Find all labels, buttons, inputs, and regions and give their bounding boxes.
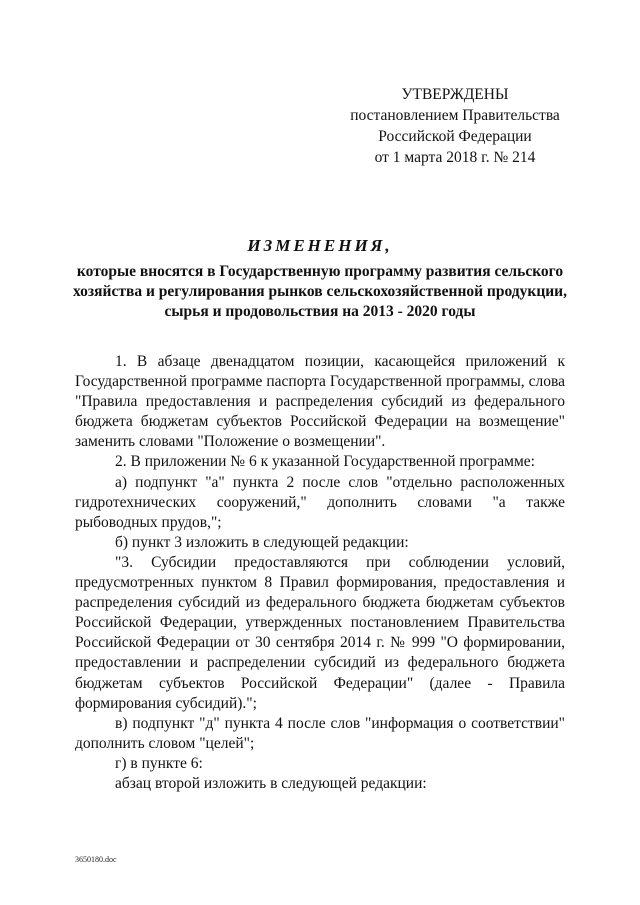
approval-line-1: постановлением Правительства [350,107,560,124]
paragraph-4: б) пункт 3 изложить в следующей редакции: [115,533,409,551]
subtitle-line-3: сырья и продовольствия на 2013 - 2020 годы [164,303,476,320]
approval-line-3: от 1 марта 2018 г. № 214 [374,149,536,166]
paragraph-6: в) подпункт "д" пункта 4 после слов "информация о соответствии" дополнить словом "целей"; [75,714,565,752]
subtitle-line-2: хозяйства и регулирования рынков сельскохозяйственной продукции, [73,283,567,300]
paragraph-3: а) подпункт "а" пункта 2 после слов "отдельно расположенных гидротехнических сооружений," дополнить словами "а также рыбоводных прудов,"; [75,473,565,531]
document-subtitle [70,262,570,322]
file-id: 3650180.doc [75,855,117,864]
paragraph-7: г) в пункте 6: [115,754,203,772]
approval-heading: УТВЕРЖДЕНЫ [401,86,509,103]
subtitle-line-1: которые вносятся в Государственную программу развития сельского [76,263,564,280]
paragraph-5: "3. Субсидии предоставляются при соблюдении условий, предусмотренных пунктом 8 Правил формирования, предоставления и распределения субсидий из федерального бюджета бюджетам субъектов Российской Федерации, утвержденных постановлением Правительства Российской Федерации от 30 сентября 2014 г. № 999 "О формировании, предоставлении и распределении субсидий из федерального бюджета бюджетам субъектов Российской Федерации" (далее - Правила формирования субсидий)."; [75,553,565,712]
paragraph-2: 2. В приложении № 6 к указанной Государственной программе: [115,453,535,471]
document-body [75,352,565,794]
paragraph-8: абзац второй изложить в следующей редакции: [115,774,427,792]
paragraph-1: 1. В абзаце двенадцатом позиции, касающейся приложений к Государственной программе паспорта Государственной программы, слова "Правила предоставления и распределения субсидий из федерального бюджета бюджетам субъектов Российской Федерации на возмещение" заменить словами "Положение о возмещении". [75,353,565,451]
approval-line-2: Российской Федерации [378,128,532,145]
document-title: ИЗМЕНЕНИЯ, [247,236,393,255]
approval-stamp [340,84,570,168]
